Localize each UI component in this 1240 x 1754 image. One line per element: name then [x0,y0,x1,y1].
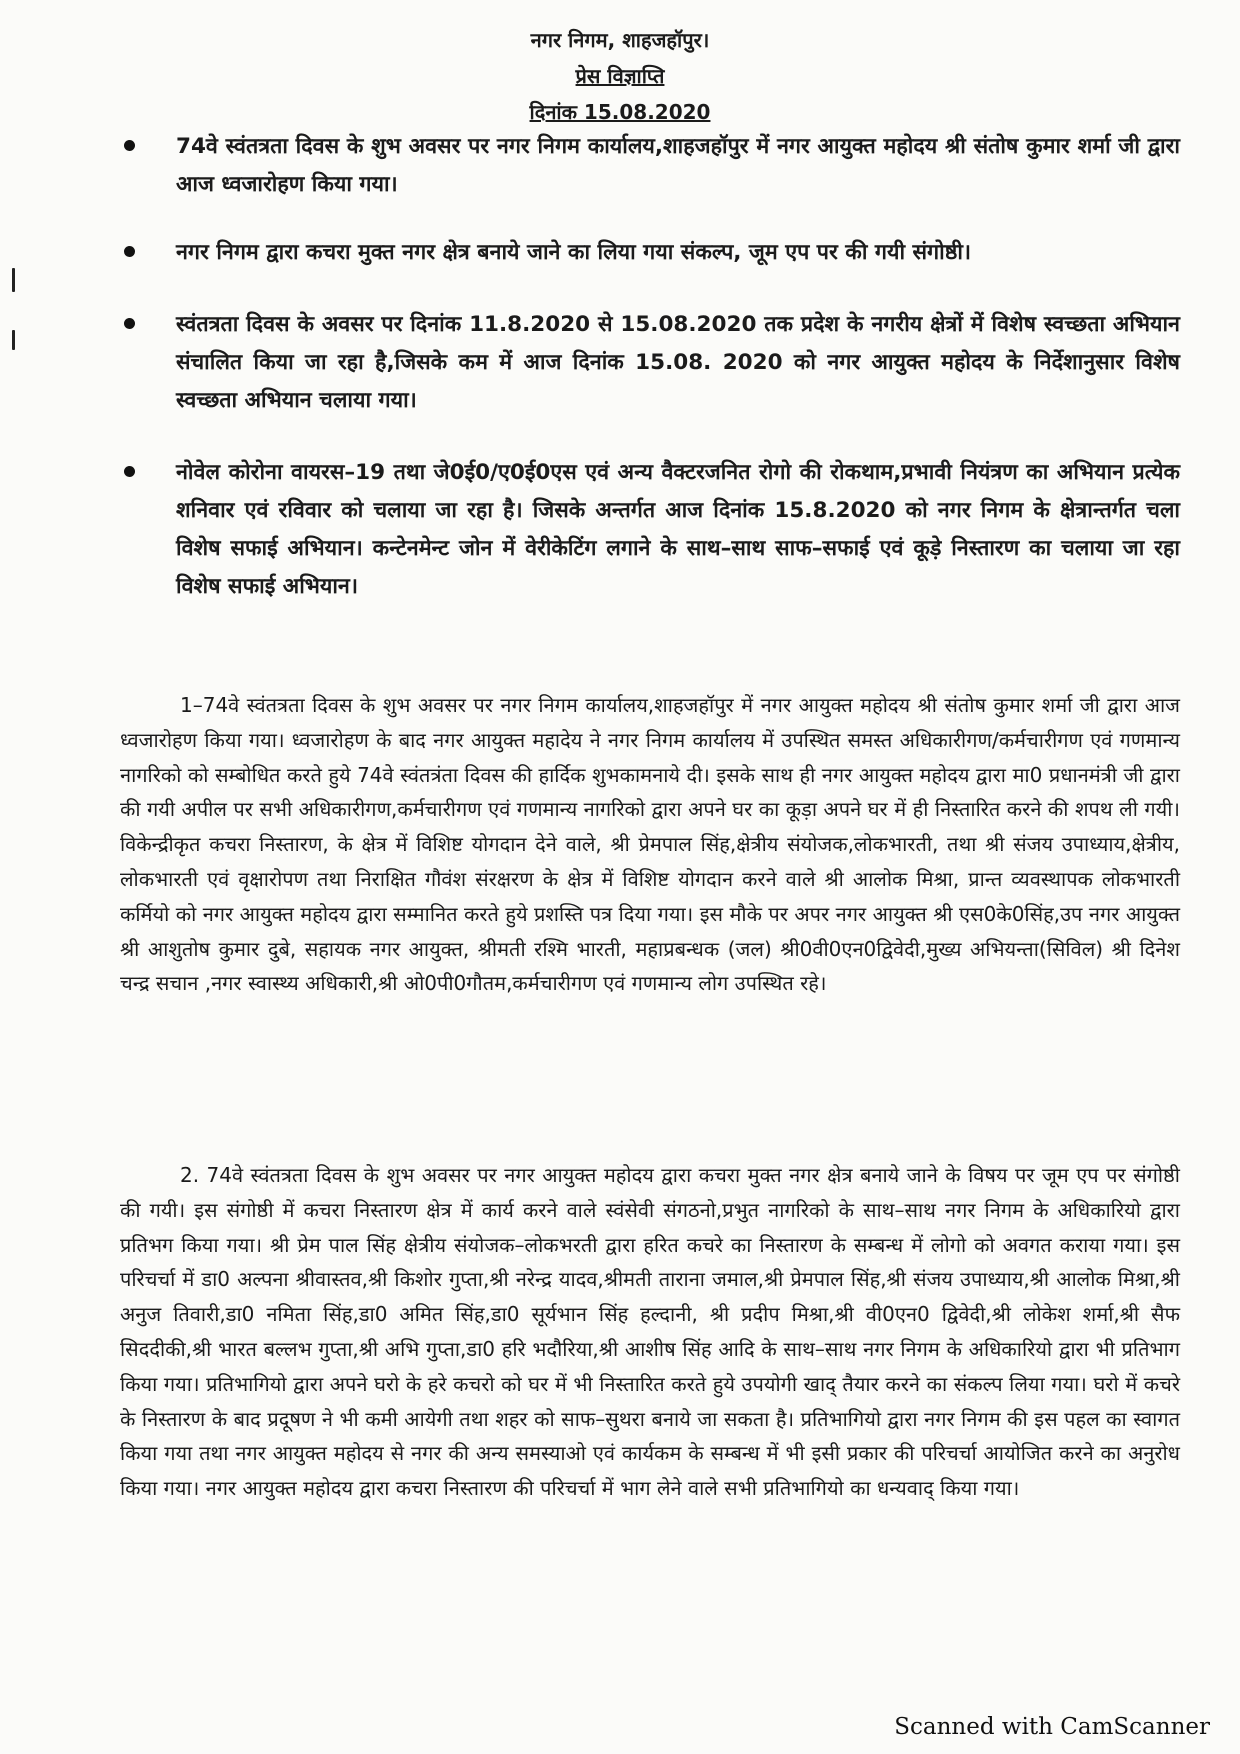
bullet-text: नगर निगम द्वारा कचरा मुक्त नगर क्षेत्र बनाये जाने का लिया गया संकल्प, जूम एप पर की गयी संगोष्ठी। [176,240,972,265]
release-date: दिनांक 15.08.2020 [529,100,711,124]
bullet-text: 74वे स्वंतत्रता दिवस के शुभ अवसर पर नगर निगम कार्यालय,शाहजहॉपुर में नगर आयुक्त महोदय श्री संतोष कुमार शर्मा जी द्वारा आज ध्वजारोहण किया गया। [176,134,1180,197]
margin-mark [12,330,15,350]
bullet-item [120,128,1180,204]
bullet-icon [124,140,135,151]
paragraph-text: 2. 74वे स्वंतत्रता दिवस के शुभ अवसर पर नगर आयुक्त महोदय द्वारा कचरा मुक्त नगर क्षेत्र बनाये जाने के विषय पर जूम एप पर संगोष्ठी की गयी। इस संगोष्ठी में कचरा निस्तारण क्षेत्र में कार्य करने वाले स्वंसेवी संगठनो,प्रभुत नागरिको के साथ–साथ नगर निगम के अधिकारियो द्वारा प्रतिभग किया गया। श्री प्रेम पाल सिंह क्षेत्रीय संयोजक–लोकभरती द्वारा हरित कचरे का निस्तारण के सम्बन्ध में लोगो को अवगत कराया गया। इस परिचर्चा में डा0 अल्पना श्रीवास्तव,श्री किशोर गुप्ता,श्री नरेन्द्र यादव,श्रीमती ताराना जमाल,श्री प्रेमपाल सिंह,श्री संजय उपाध्याय,श्री आलोक मिश्रा,श्री अनुज तिवारी,डा0 नमिता सिंह,डा0 अमित सिंह,डा0 सूर्यभान सिंह हल्दानी, श्री प्रदीप मिश्रा,श्री वी0एन0 द्विवेदी,श्री लोकेश शर्मा,श्री सैफ सिददीकी,श्री भारत बल्लभ गुप्ता,श्री अभि गुप्ता,डा0 हरि भदौरिया,श्री आशीष सिंह आदि के साथ–साथ नगर निगम के अधिकारियो द्वारा भी प्रतिभाग किया गया। प्रतिभागियो द्वारा अपने घरो के हरे कचरो को घर में भी निस्तारित करते हुये उपयोगी खाद् तैयार करने का संकल्प लिया गया। घरो में कचरे के निस्तारण के बाद प्रदूषण ने भी कमी आयेगी तथा शहर को साफ–सुथरा बनाये जा सकता है। प्रतिभागियो द्वारा नगर निगम की इस पहल का स्वागत किया गया तथा नगर आयुक्त महोदय से नगर की अन्य समस्याओ एवं कार्यकम के सम्बन्ध में भी इसी प्रकार की परिचर्चा आयोजित करने का अनुरोध किया गया। नगर आयुक्त महोदय द्वारा कचरा निस्तारण की परिचर्चा में भाग लेने वाले सभी प्रतिभागियो का धन्यवाद् किया गया। [120,1163,1180,1501]
bullet-text: नोवेल कोरोना वायरस–19 तथा जे0ई0/ए0ई0एस एवं अन्य वैक्टरजनित रोगो की रोकथाम,प्रभावी नियंत्रण का अभियान प्रत्येक शनिवार एवं रविवार को चलाया जा रहा है। जिसके अन्तर्गत आज दिनांक 15.8.2020 को नगर निगम के क्षेत्रान्तर्गत चला विशेष सफाई अभियान। कन्टेनमेन्ट जोन में वेरीकेटिंग लगाने के साथ–साथ साफ–सफाई एवं कूड़े निस्तारण का चलाया जा रहा विशेष सफाई अभियान। [176,460,1180,599]
scanner-watermark: Scanned with CamScanner [894,1714,1210,1740]
bullet-icon [124,466,135,477]
paragraph-2 [120,1158,1180,1506]
bullet-icon [124,318,135,329]
bullet-item [120,234,1180,272]
organization-name: नगर निगम, शाहजहॉपुर। [530,28,710,52]
bullet-text: स्वंतत्रता दिवस के अवसर पर दिनांक 11.8.2020 से 15.08.2020 तक प्रदेश के नगरीय क्षेत्रों में विशेष स्वच्छता अभियान संचालित किया जा रहा है,जिसके कम में आज दिनांक 15.08. 2020 को नगर आयुक्त महोदय के निर्देशानुसार विशेष स्वच्छता अभियान चलाया गया। [176,312,1180,413]
bullet-item [120,454,1180,606]
paragraph-1 [120,688,1180,1001]
margin-mark [12,268,15,292]
header [0,22,1240,130]
bullet-icon [124,246,135,257]
bullet-item [120,306,1180,420]
paragraph-text: 1–74वे स्वंतत्रता दिवस के शुभ अवसर पर नगर निगम कार्यालय,शाहजहॉपुर में नगर आयुक्त महोदय श्री संतोष कुमार शर्मा जी द्वारा आज ध्वजारोहण किया गया। ध्वजारोहण के बाद नगर आयुक्त महादेय ने नगर निगम कार्यालय में उपस्थित समस्त अधिकारीगण/कर्मचारीगण एवं गणमान्य नागरिको को सम्बोधित करते हुये 74वे स्वंतत्रंता दिवस की हार्दिक शुभकामनाये दी। इसके साथ ही नगर आयुक्त महोदय द्वारा मा0 प्रधानमंत्री जी द्वारा की गयी अपील पर सभी अधिकारीगण,कर्मचारीगण एवं गणमान्य नागरिको द्वारा अपने घर का कूड़ा अपने घर में ही निस्तारित करने की शपथ ली गयी। विकेन्द्रीकृत कचरा निस्तारण, के क्षेत्र में विशिष्ट योगदान देने वाले, श्री प्रेमपाल सिंह,क्षेत्रीय संयोजक,लोकभारती, तथा श्री संजय उपाध्याय,क्षेत्रीय, लोकभारती एवं वृक्षारोपण तथा निराक्षित गौवंश संरक्षरण के क्षेत्र में विशिष्ट योगदान करने वाले श्री आलोक मिश्रा, प्रान्त व्यवस्थापक लोकभारती कर्मियो को नगर आयुक्त महोदय द्वारा सम्मानित करते हुये प्रशस्ति पत्र दिया गया। इस मौके पर अपर नगर आयुक्त श्री एस0के0सिंह,उप नगर आयुक्त श्री आशुतोष कुमार दुबे, सहायक नगर आयुक्त, श्रीमती रश्मि भारती, महाप्रबन्धक (जल) श्री0वी0एन0द्विवेदी,मुख्य अभियन्ता(सिविल) श्री दिनेश चन्द्र सचान ,नगर स्वास्थ्य अधिकारी,श्री ओ0पी0गौतम,कर्मचारीगण एवं गणमान्य लोग उपस्थित रहे। [120,693,1180,996]
press-release-title: प्रेस विज्ञाप्ति [575,64,665,88]
bullet-list [120,128,1180,606]
